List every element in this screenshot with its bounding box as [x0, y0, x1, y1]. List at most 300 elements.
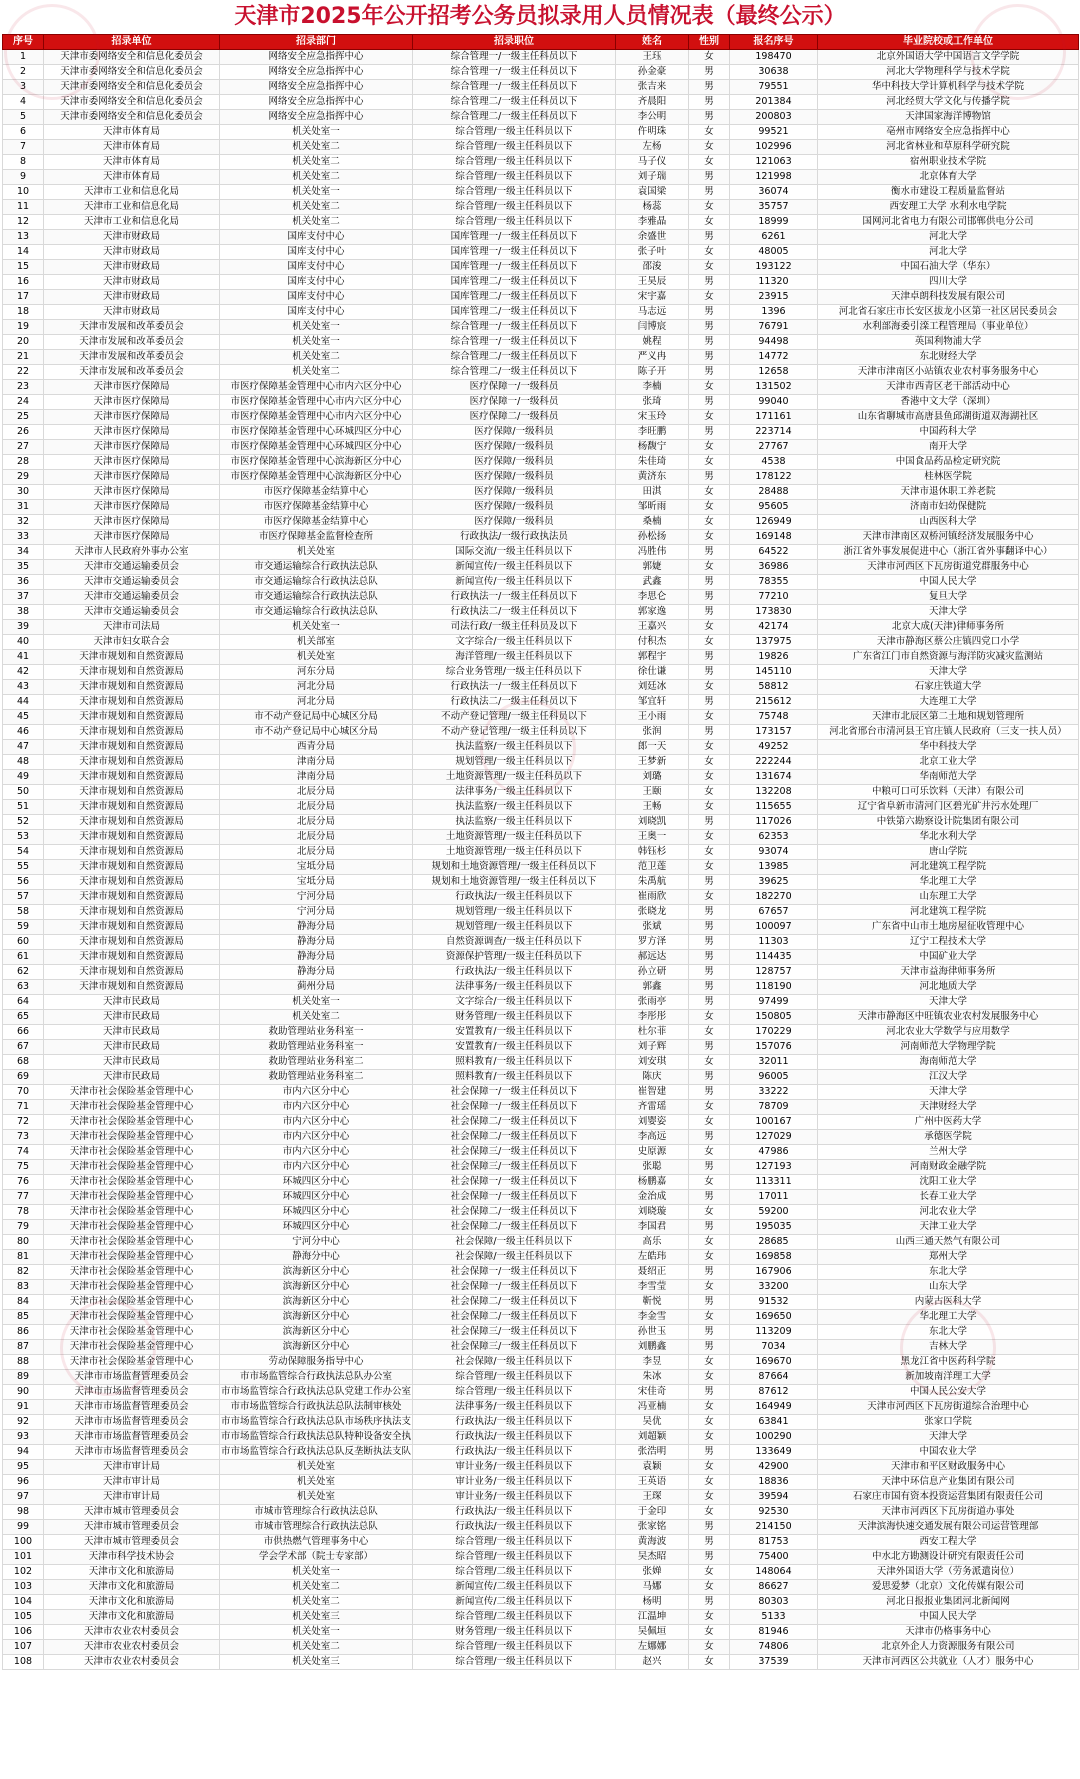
cell-reg-number: 13985: [730, 860, 818, 875]
cell-gender: 女: [689, 560, 730, 575]
table-row: [3, 440, 1079, 455]
cell-name: 冯胜伟: [616, 545, 689, 560]
table-row: [3, 830, 1079, 845]
table-row: [3, 320, 1079, 335]
cell-department: 国库支付中心: [220, 275, 413, 290]
cell-position: 医疗保障一/一级科员: [413, 380, 616, 395]
cell-unit: 天津市社会保险基金管理中心: [44, 1160, 220, 1175]
cell-school-or-employer: 江汉大学: [818, 1070, 1079, 1085]
cell-school-or-employer: 中国农业大学: [818, 1445, 1079, 1460]
table-row: [3, 110, 1079, 125]
cell-position: 行政执法/一级行政执法员: [413, 530, 616, 545]
table-row: [3, 1385, 1079, 1400]
table-row: [3, 1535, 1079, 1550]
cell-school-or-employer: 北京大成(天津)律师事务所: [818, 620, 1079, 635]
cell-school-or-employer: 北京工业大学: [818, 755, 1079, 770]
cell-name: 郭家逸: [616, 605, 689, 620]
cell-school-or-employer: 辽宁工程技术大学: [818, 935, 1079, 950]
table-row: [3, 245, 1079, 260]
cell-department: 环城四区分中心: [220, 1190, 413, 1205]
cell-school-or-employer: 天津市河西区下瓦房街道综合治理中心: [818, 1400, 1079, 1415]
table-row: [3, 1010, 1079, 1025]
table-row: [3, 800, 1079, 815]
table-row: [3, 305, 1079, 320]
cell-reg-number: 169670: [730, 1355, 818, 1370]
cell-gender: 女: [689, 1250, 730, 1265]
cell-department: 国库支付中心: [220, 230, 413, 245]
table-row: [3, 1190, 1079, 1205]
cell-position: 社会保障二/一级主任科员以下: [413, 1295, 616, 1310]
cell-school-or-employer: 河北大学物理科学与技术学院: [818, 65, 1079, 80]
cell-name: 王小雨: [616, 710, 689, 725]
cell-reg-number: 222244: [730, 755, 818, 770]
cell-unit: 天津市社会保险基金管理中心: [44, 1175, 220, 1190]
cell-position: 法律事务/一级主任科员以下: [413, 1400, 616, 1415]
cell-school-or-employer: 华中科技大学计算机科学与技术学院: [818, 80, 1079, 95]
cell-gender: 女: [689, 1205, 730, 1220]
cell-gender: 男: [689, 1520, 730, 1535]
cell-gender: 女: [689, 485, 730, 500]
cell-unit: 天津市城市管理委员会: [44, 1535, 220, 1550]
cell-position: 新闻宣传/二级主任科员以下: [413, 1595, 616, 1610]
table-body: [3, 50, 1079, 1670]
cell-unit: 天津市规划和自然资源局: [44, 680, 220, 695]
cell-gender: 女: [689, 1655, 730, 1670]
cell-index: 64: [3, 995, 44, 1010]
cell-department: 机关处室一: [220, 1565, 413, 1580]
cell-index: 104: [3, 1595, 44, 1610]
cell-position: 综合管理/一级主任科员以下: [413, 155, 616, 170]
cell-position: 医疗保障/一级科员: [413, 440, 616, 455]
cell-position: 社会保障一/一级主任科员以下: [413, 1280, 616, 1295]
table-row: [3, 185, 1079, 200]
cell-unit: 天津市民政局: [44, 1025, 220, 1040]
table-row: [3, 1070, 1079, 1085]
cell-reg-number: 193122: [730, 260, 818, 275]
cell-school-or-employer: 山东大学: [818, 1280, 1079, 1295]
cell-name: 刘璐: [616, 770, 689, 785]
cell-reg-number: 201384: [730, 95, 818, 110]
cell-index: 65: [3, 1010, 44, 1025]
cell-name: 罗方泽: [616, 935, 689, 950]
cell-school-or-employer: 华北水利大学: [818, 830, 1079, 845]
cell-school-or-employer: 河北建筑工程学院: [818, 860, 1079, 875]
cell-gender: 男: [689, 1160, 730, 1175]
cell-unit: 天津市规划和自然资源局: [44, 650, 220, 665]
cell-position: 综合管理一/一级主任科员以下: [413, 50, 616, 65]
cell-index: 80: [3, 1235, 44, 1250]
cell-name: 杜尔菲: [616, 1025, 689, 1040]
cell-department: 市医疗保障基金结算中心: [220, 485, 413, 500]
cell-department: 机关处室一: [220, 995, 413, 1010]
cell-department: 机关处室一: [220, 1625, 413, 1640]
table-row: [3, 680, 1079, 695]
table-row: [3, 1025, 1079, 1040]
cell-department: 机关处室: [220, 1460, 413, 1475]
hiring-table: [2, 34, 1079, 1670]
cell-department: 市不动产登记局中心城区分局: [220, 725, 413, 740]
cell-reg-number: 131674: [730, 770, 818, 785]
cell-position: 医疗保障/一级科员: [413, 425, 616, 440]
cell-name: 邹宜轩: [616, 695, 689, 710]
cell-department: 机关处室二: [220, 365, 413, 380]
cell-name: 李雅晶: [616, 215, 689, 230]
cell-reg-number: 115655: [730, 800, 818, 815]
cell-index: 87: [3, 1340, 44, 1355]
cell-reg-number: 36986: [730, 560, 818, 575]
cell-school-or-employer: 国网河北省电力有限公司邯郸供电分公司: [818, 215, 1079, 230]
cell-unit: 天津市社会保险基金管理中心: [44, 1115, 220, 1130]
cell-department: 市内六区分中心: [220, 1085, 413, 1100]
cell-gender: 男: [689, 1595, 730, 1610]
cell-department: 宁河分中心: [220, 1235, 413, 1250]
cell-school-or-employer: 广东省江门市自然资源与海洋防灾减灾监测站: [818, 650, 1079, 665]
cell-name: 靳悦: [616, 1295, 689, 1310]
cell-reg-number: 150805: [730, 1010, 818, 1025]
table-row: [3, 1145, 1079, 1160]
cell-reg-number: 215612: [730, 695, 818, 710]
cell-position: 土地资源管理/一级主任科员以下: [413, 845, 616, 860]
cell-position: 行政执法一/一级主任科员以下: [413, 680, 616, 695]
cell-index: 83: [3, 1280, 44, 1295]
cell-reg-number: 11320: [730, 275, 818, 290]
cell-gender: 女: [689, 1475, 730, 1490]
cell-unit: 天津市市场监督管理委员会: [44, 1400, 220, 1415]
cell-school-or-employer: 唐山学院: [818, 845, 1079, 860]
cell-department: 机关处室二: [220, 200, 413, 215]
table-row: [3, 410, 1079, 425]
cell-gender: 男: [689, 1085, 730, 1100]
cell-department: 宝坻分局: [220, 875, 413, 890]
cell-department: 市医疗保障基金管理中心市内六区分中心: [220, 395, 413, 410]
cell-position: 国际交流/一级主任科员以下: [413, 545, 616, 560]
cell-name: 左娜娜: [616, 1640, 689, 1655]
cell-unit: 天津市市场监督管理委员会: [44, 1445, 220, 1460]
cell-unit: 天津市体育局: [44, 125, 220, 140]
cell-position: 社会保障三/一级主任科员以下: [413, 1325, 616, 1340]
cell-name: 袁国梁: [616, 185, 689, 200]
cell-gender: 男: [689, 335, 730, 350]
cell-unit: 天津市文化和旅游局: [44, 1610, 220, 1625]
cell-name: 张家铭: [616, 1520, 689, 1535]
cell-index: 60: [3, 935, 44, 950]
cell-index: 59: [3, 920, 44, 935]
cell-gender: 女: [689, 1025, 730, 1040]
cell-unit: 天津市审计局: [44, 1460, 220, 1475]
cell-index: 47: [3, 740, 44, 755]
cell-gender: 女: [689, 200, 730, 215]
cell-school-or-employer: 济南市妇幼保健院: [818, 500, 1079, 515]
cell-reg-number: 95605: [730, 500, 818, 515]
cell-department: 机关处室二: [220, 1595, 413, 1610]
cell-gender: 女: [689, 1280, 730, 1295]
table-row: [3, 455, 1079, 470]
cell-position: 综合管理/一级主任科员以下: [413, 1370, 616, 1385]
table-row: [3, 350, 1079, 365]
cell-gender: 女: [689, 710, 730, 725]
cell-reg-number: 100167: [730, 1115, 818, 1130]
cell-school-or-employer: 天津市河西区下瓦房街道办事处: [818, 1505, 1079, 1520]
cell-gender: 女: [689, 890, 730, 905]
cell-reg-number: 81946: [730, 1625, 818, 1640]
cell-gender: 女: [689, 125, 730, 140]
cell-reg-number: 198470: [730, 50, 818, 65]
cell-gender: 男: [689, 1265, 730, 1280]
cell-index: 38: [3, 605, 44, 620]
cell-department: 网络安全应急指挥中心: [220, 110, 413, 125]
cell-unit: 天津市社会保险基金管理中心: [44, 1265, 220, 1280]
cell-name: 黄海波: [616, 1535, 689, 1550]
cell-gender: 女: [689, 1505, 730, 1520]
cell-reg-number: 49252: [730, 740, 818, 755]
cell-school-or-employer: 天津中环信息产业集团有限公司: [818, 1475, 1079, 1490]
cell-position: 审计业务/一级主任科员以下: [413, 1460, 616, 1475]
cell-index: 49: [3, 770, 44, 785]
cell-unit: 天津市文化和旅游局: [44, 1580, 220, 1595]
table-row: [3, 500, 1079, 515]
cell-reg-number: 131502: [730, 380, 818, 395]
table-row: [3, 140, 1079, 155]
cell-index: 22: [3, 365, 44, 380]
cell-position: 文字综合/一级主任科员以下: [413, 995, 616, 1010]
cell-name: 江温坤: [616, 1610, 689, 1625]
cell-school-or-employer: 天津工业大学: [818, 1220, 1079, 1235]
table-row: [3, 1475, 1079, 1490]
cell-gender: 女: [689, 380, 730, 395]
cell-school-or-employer: 天津市津南区双桥河镇经济发展服务中心: [818, 530, 1079, 545]
cell-index: 48: [3, 755, 44, 770]
cell-index: 72: [3, 1115, 44, 1130]
cell-gender: 男: [689, 875, 730, 890]
cell-name: 王嘉兴: [616, 620, 689, 635]
table-row: [3, 770, 1079, 785]
cell-reg-number: 133649: [730, 1445, 818, 1460]
cell-name: 王奥一: [616, 830, 689, 845]
cell-reg-number: 78355: [730, 575, 818, 590]
cell-unit: 天津市社会保险基金管理中心: [44, 1325, 220, 1340]
cell-gender: 男: [689, 1445, 730, 1460]
table-row: [3, 1205, 1079, 1220]
cell-name: 王颐: [616, 785, 689, 800]
cell-index: 44: [3, 695, 44, 710]
cell-index: 3: [3, 80, 44, 95]
cell-department: 市医疗保障基金结算中心: [220, 500, 413, 515]
cell-school-or-employer: 水利部海委引滦工程管理局（事业单位）: [818, 320, 1079, 335]
cell-gender: 男: [689, 1295, 730, 1310]
cell-unit: 天津市规划和自然资源局: [44, 725, 220, 740]
cell-index: 37: [3, 590, 44, 605]
cell-name: 张雨亭: [616, 995, 689, 1010]
cell-name: 孙立研: [616, 965, 689, 980]
table-row: [3, 920, 1079, 935]
cell-name: 马娜: [616, 1580, 689, 1595]
cell-position: 综合管理一/一级主任科员以下: [413, 65, 616, 80]
cell-position: 行政执法/一级主任科员以下: [413, 1415, 616, 1430]
table-row: [3, 1625, 1079, 1640]
cell-name: 马志远: [616, 305, 689, 320]
cell-gender: 女: [689, 50, 730, 65]
cell-index: 54: [3, 845, 44, 860]
table-row: [3, 1160, 1079, 1175]
cell-gender: 女: [689, 500, 730, 515]
cell-name: 张润: [616, 725, 689, 740]
cell-gender: 男: [689, 695, 730, 710]
cell-position: 综合管理/一级主任科员以下: [413, 1550, 616, 1565]
table-row: [3, 1265, 1079, 1280]
cell-school-or-employer: 山东省聊城市高唐县鱼邱湖街道双海湖社区: [818, 410, 1079, 425]
table-header-row: [3, 35, 1079, 50]
cell-school-or-employer: 中国人民公安大学: [818, 1385, 1079, 1400]
table-row: [3, 1595, 1079, 1610]
cell-reg-number: 37539: [730, 1655, 818, 1670]
cell-unit: 天津市交通运输委员会: [44, 590, 220, 605]
cell-school-or-employer: 衡水市建设工程质量监督站: [818, 185, 1079, 200]
cell-school-or-employer: 北京外企人力资源服务有限公司: [818, 1640, 1079, 1655]
cell-gender: 男: [689, 305, 730, 320]
cell-department: 环城四区分中心: [220, 1220, 413, 1235]
cell-school-or-employer: 石家庄市国有资本投资运营集团有限责任公司: [818, 1490, 1079, 1505]
cell-index: 34: [3, 545, 44, 560]
cell-unit: 天津市司法局: [44, 620, 220, 635]
cell-name: 刘鹏鑫: [616, 1340, 689, 1355]
cell-position: 新闻宣传/一级主任科员以下: [413, 560, 616, 575]
cell-school-or-employer: 河北省石家庄市长安区拔龙小区第一社区居民委员会: [818, 305, 1079, 320]
cell-position: 新闻宣传/一级主任科员以下: [413, 575, 616, 590]
cell-department: 机关处室二: [220, 170, 413, 185]
cell-gender: 女: [689, 1010, 730, 1025]
cell-school-or-employer: 中国人民大学: [818, 1610, 1079, 1625]
cell-school-or-employer: 广州中医药大学: [818, 1115, 1079, 1130]
table-row: [3, 1490, 1079, 1505]
cell-position: 照料教育/一级主任科员以下: [413, 1070, 616, 1085]
cell-school-or-employer: 香港中文大学（深圳）: [818, 395, 1079, 410]
cell-name: 金治成: [616, 1190, 689, 1205]
cell-index: 6: [3, 125, 44, 140]
cell-reg-number: 48005: [730, 245, 818, 260]
cell-school-or-employer: 天津市北辰区第二土地和规划管理所: [818, 710, 1079, 725]
page-title: 天津市2025年公开招考公务员拟录用人员情况表（最终公示）: [234, 4, 846, 29]
cell-name: 邵浚: [616, 260, 689, 275]
cell-name: 范卫莲: [616, 860, 689, 875]
cell-school-or-employer: 承德医学院: [818, 1130, 1079, 1145]
header-position: 招录职位: [413, 35, 616, 50]
cell-position: 社会保障二/一级主任科员以下: [413, 1130, 616, 1145]
table-row: [3, 950, 1079, 965]
cell-name: 仵明珠: [616, 125, 689, 140]
cell-position: 法律事务/一级主任科员以下: [413, 785, 616, 800]
cell-school-or-employer: 天津市仍格事务中心: [818, 1625, 1079, 1640]
cell-unit: 天津市社会保险基金管理中心: [44, 1280, 220, 1295]
cell-school-or-employer: 中铁第六勘察设计院集团有限公司: [818, 815, 1079, 830]
cell-gender: 男: [689, 470, 730, 485]
cell-department: 市交通运输综合行政执法总队: [220, 605, 413, 620]
cell-index: 17: [3, 290, 44, 305]
cell-index: 21: [3, 350, 44, 365]
cell-department: 国库支付中心: [220, 260, 413, 275]
table-row: [3, 815, 1079, 830]
table-row: [3, 1085, 1079, 1100]
cell-name: 邹昕雨: [616, 500, 689, 515]
cell-department: 救助管理站业务科室一: [220, 1040, 413, 1055]
cell-name: 左皓玮: [616, 1250, 689, 1265]
cell-school-or-employer: 辽宁省阜新市清河门区碧光矿井污水处理厂: [818, 800, 1079, 815]
cell-department: 滨海新区分中心: [220, 1265, 413, 1280]
cell-gender: 女: [689, 830, 730, 845]
cell-unit: 天津市医疗保障局: [44, 470, 220, 485]
cell-department: 静海分中心: [220, 1250, 413, 1265]
cell-unit: 天津市社会保险基金管理中心: [44, 1295, 220, 1310]
cell-unit: 天津市工业和信息化局: [44, 215, 220, 230]
cell-reg-number: 33222: [730, 1085, 818, 1100]
cell-unit: 天津市社会保险基金管理中心: [44, 1145, 220, 1160]
table-row: [3, 275, 1079, 290]
cell-reg-number: 75748: [730, 710, 818, 725]
cell-position: 综合管理/二级主任科员以下: [413, 1610, 616, 1625]
cell-name: 史原源: [616, 1145, 689, 1160]
cell-reg-number: 23915: [730, 290, 818, 305]
cell-school-or-employer: 北京外国语大学中国语言文学学院: [818, 50, 1079, 65]
cell-school-or-employer: 山西三通天然气有限公司: [818, 1235, 1079, 1250]
table-row: [3, 1100, 1079, 1115]
cell-name: 王昊辰: [616, 275, 689, 290]
cell-position: 新闻宣传/二级主任科员以下: [413, 1580, 616, 1595]
cell-department: 市城市管理综合行政执法总队: [220, 1505, 413, 1520]
cell-position: 综合管理/一级主任科员以下: [413, 200, 616, 215]
cell-index: 94: [3, 1445, 44, 1460]
cell-gender: 女: [689, 635, 730, 650]
cell-name: 黄济东: [616, 470, 689, 485]
cell-position: 医疗保障/一级科员: [413, 515, 616, 530]
cell-gender: 男: [689, 665, 730, 680]
header-gender: 性别: [689, 35, 730, 50]
cell-unit: 天津市社会保险基金管理中心: [44, 1085, 220, 1100]
cell-index: 78: [3, 1205, 44, 1220]
cell-name: 李昱: [616, 1355, 689, 1370]
cell-name: 徐仕谦: [616, 665, 689, 680]
cell-reg-number: 18999: [730, 215, 818, 230]
cell-department: 机关处室二: [220, 155, 413, 170]
cell-position: 照料教育/一级主任科员以下: [413, 1055, 616, 1070]
table-row: [3, 1550, 1079, 1565]
cell-reg-number: 214150: [730, 1520, 818, 1535]
cell-position: 安置教育/一级主任科员以下: [413, 1025, 616, 1040]
cell-index: 43: [3, 680, 44, 695]
table-row: [3, 1370, 1079, 1385]
cell-gender: 男: [689, 605, 730, 620]
table-row: [3, 1655, 1079, 1670]
cell-name: 郭鑫: [616, 980, 689, 995]
table-row: [3, 710, 1079, 725]
cell-department: 国库支付中心: [220, 245, 413, 260]
cell-gender: 女: [689, 1055, 730, 1070]
cell-position: 医疗保障/一级科员: [413, 485, 616, 500]
cell-gender: 男: [689, 80, 730, 95]
cell-index: 67: [3, 1040, 44, 1055]
cell-name: 吴佩垣: [616, 1625, 689, 1640]
cell-position: 社会保障二/一级主任科员以下: [413, 1115, 616, 1130]
cell-name: 王英语: [616, 1475, 689, 1490]
cell-unit: 天津市交通运输委员会: [44, 560, 220, 575]
cell-position: 综合管理一/一级主任科员以下: [413, 320, 616, 335]
cell-reg-number: 195035: [730, 1220, 818, 1235]
cell-index: 92: [3, 1415, 44, 1430]
cell-unit: 天津市委网络安全和信息化委员会: [44, 50, 220, 65]
cell-position: 执法监察/一级主任科员以下: [413, 740, 616, 755]
cell-gender: 男: [689, 1550, 730, 1565]
cell-position: 综合管理/二级主任科员以下: [413, 1565, 616, 1580]
cell-index: 66: [3, 1025, 44, 1040]
cell-unit: 天津市科学技术协会: [44, 1550, 220, 1565]
